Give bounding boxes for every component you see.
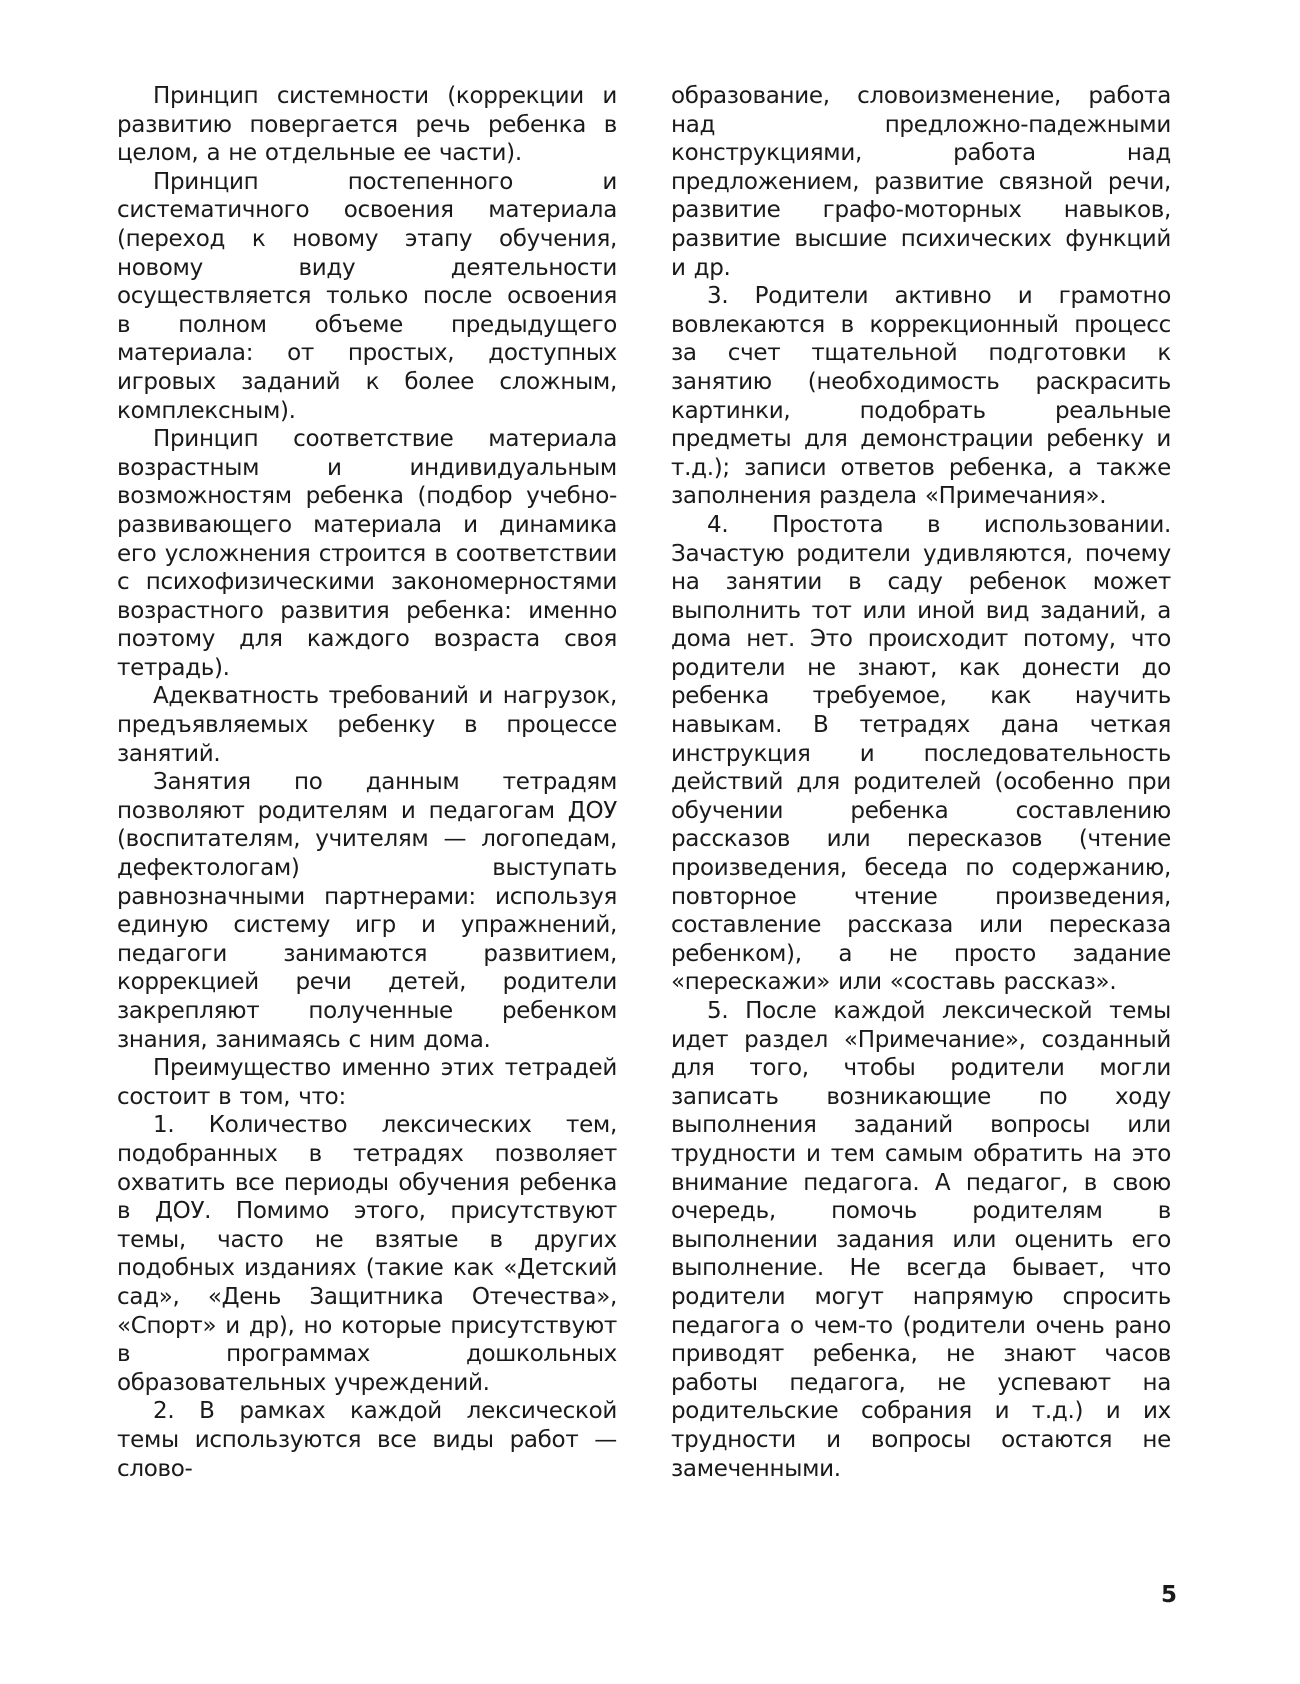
paragraph-item-2: 2. В рамках каждой лексической темы используются все виды работ — слово- (117, 1398, 617, 1482)
paragraph-gradual-principle: Принцип постепенного и систематичного освоения материала (переход к новому этапу обучения, новому виду деятельности осуществляется только после освоения в полном объеме предыдущего материала: от простых, доступных игровых заданий к более сложным, комплексным). (117, 168, 617, 424)
page-number: 5 (1160, 1582, 1177, 1608)
paragraph-item-2-continued: образование, словоизменение, работа над предложно-падежными конструкциями, работа над предложением, развитие связной речи, развитие графо-моторных навыков, развитие высшие психических функций и др. (671, 83, 1171, 281)
paragraph-systemic-principle: Принцип системности (коррекции и развитию повергается речь ребенка в целом, а не отдельные ее части). (117, 83, 617, 167)
paragraph-item-5: 5. После каждой лексической темы идет раздел «Примечание», созданный для того, чтобы родители могли записать возникающие по ходу выполнения заданий вопросы или трудности и тем самым обратить на это внимание педагога. А педагог, в свою очередь, помочь родителям в выполнении задания или оценить его выполнение. Не всегда бывает, что родители могут напрямую спросить педагога о чем-то (родители очень рано приводят ребенка, не знают часов работы педагога, не успевают на родительские собрания и т.д.) и их трудности и вопросы остаются не замеченными. (671, 998, 1171, 1482)
paragraph-advantage-intro: Преимущество именно этих тетрадей состоит в том, что: (117, 1055, 617, 1110)
paragraph-item-1: 1. Количество лексических тем, подобранных в тетрадях позволяет охватить все периоды обучения ребенка в ДОУ. Помимо этого, присутствуют темы, часто не взятые в других подобных изданиях (такие как «Детский сад», «День Защитника Отечества», «Спорт» и др), но которые присутствуют в программах дошкольных образовательных учреждений. (117, 1112, 617, 1396)
paragraph-item-3: 3. Родители активно и грамотно вовлекаются в коррекционный процесс за счет тщательной подготовки к занятию (необходимость раскрасить картинки, подобрать реальные предметы для демонстрации ребенку и т.д.); записи ответов ребенка, а также заполнения раздела «Примечания». (671, 283, 1171, 510)
left-text-column (117, 82, 617, 1483)
paragraph-item-4: 4. Простота в использовании. Зачастую родители удивляются, почему на занятии в саду ребенок может выполнить тот или иной вид заданий, а дома нет. Это происходит потому, что родители не знают, как донести до ребенка требуемое, как научить навыкам. В тетрадях дана четкая инструкция и последовательность действий для родителей (особенно при обучении ребенка составлению рассказов или пересказов (чтение произведения, беседа по содержанию, повторное чтение произведения, составление рассказа или пересказа ребенком), а не просто задание «перескажи» или «составь рассказ». (671, 511, 1171, 996)
right-text-column (671, 82, 1171, 1483)
paragraph-adequacy: Адекватность требований и нагрузок, предъявляемых ребенку в процессе занятий. (117, 683, 617, 767)
paragraph-partnership: Занятия по данным тетрадям позволяют родителям и педагогам ДОУ (воспитателям, учителям — логопедам, дефектологам) выступать равнозначными партнерами: используя единую систему игр и упражнений, педагоги занимаются развитием, коррекцией речи детей, родители закрепляют полученные ребенком знания, занимаясь с ним дома. (117, 769, 617, 1053)
paragraph-age-principle: Принцип соответствие материала возрастным и индивидуальным возможностям ребенка (подбор учебно-развивающего материала и динамика его усложнения строится в соответствии с психофизическими закономерностями возрастного развития ребенка: именно поэтому для каждого возраста своя тетрадь). (117, 426, 617, 681)
